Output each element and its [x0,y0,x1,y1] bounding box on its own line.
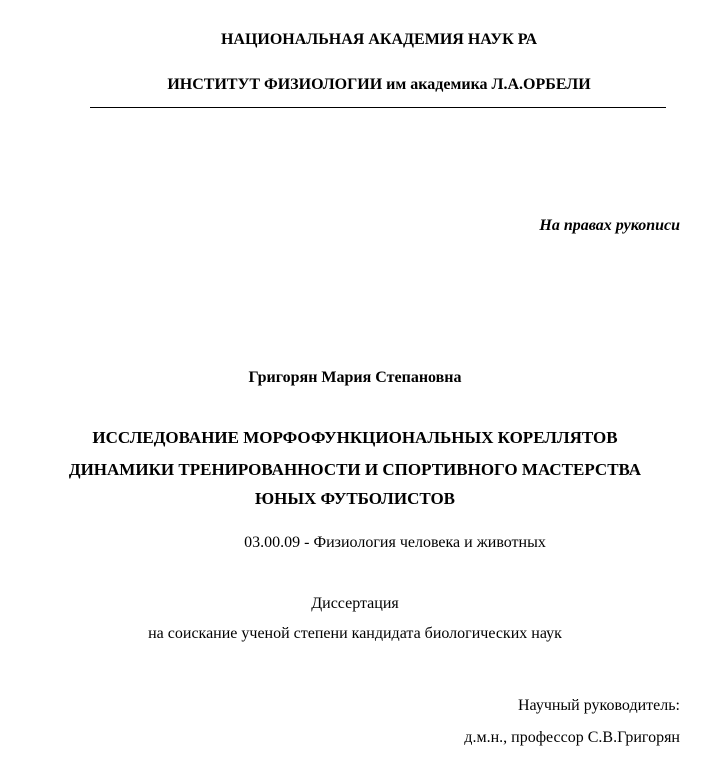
supervisor-label: Научный руководитель: [517,697,680,714]
institute-heading: ИНСТИТУТ ФИЗИОЛОГИИ им академика Л.А.ОРБЕЛИ [167,76,591,93]
dissertation-title-line-1: ИССЛЕДОВАНИЕ МОРФОФУНКЦИОНАЛЬНЫХ КОРЕЛЛЯТОВ [92,428,618,447]
supervisor-name: д.м.н., профессор С.В.Григорян [464,729,680,746]
header-divider [90,107,666,108]
specialty-code: 03.00.09 - Физиология человека и животных [244,534,546,551]
dissertation-type: Диссертация [311,595,399,612]
manuscript-note: На правах рукописи [539,217,680,234]
author-name: Григорян Мария Степановна [248,369,462,386]
dissertation-purpose: на соискание ученой степени кандидата биологических наук [148,625,562,642]
dissertation-title-line-2: ДИНАМИКИ ТРЕНИРОВАННОСТИ И СПОРТИВНОГО МАСТЕРСТВА [68,460,642,479]
dissertation-title-line-3: ЮНЫХ ФУТБОЛИСТОВ [254,489,456,508]
academy-heading: НАЦИОНАЛЬНАЯ АКАДЕМИЯ НАУК РА [220,31,538,48]
